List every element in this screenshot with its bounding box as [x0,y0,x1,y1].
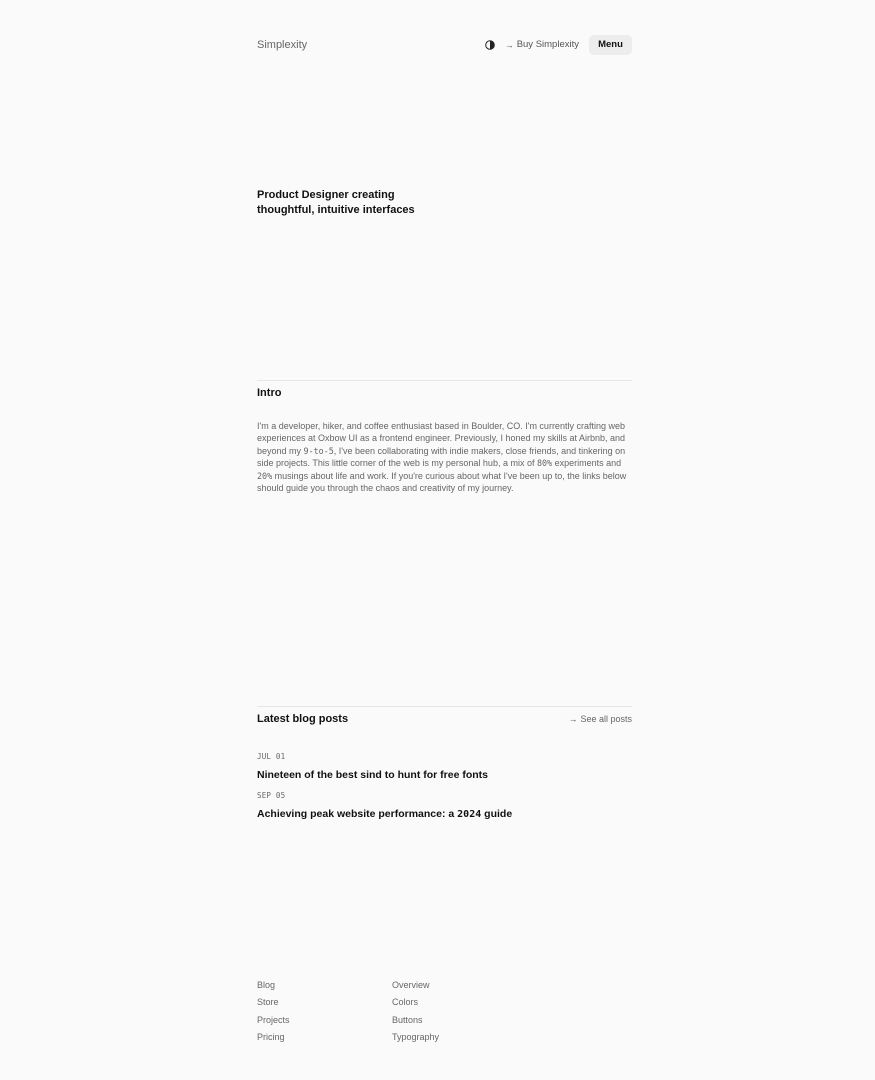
footer-link-colors[interactable]: Colors [392,997,419,1008]
header-actions [485,35,632,55]
intro-mono-1: 9-to-5 [303,445,334,456]
list-item [257,752,632,781]
intro-paragraph [257,420,632,494]
buy-simplexity-link[interactable] [505,39,579,50]
post-title-part: Achieving peak website performance: a [257,808,458,820]
post-title-part: guide [481,808,513,820]
site-header [257,34,632,55]
blog-heading: Latest blog posts [257,713,349,725]
arrow-right-icon: → [504,39,514,50]
intro-heading: Intro [257,387,282,399]
footer-link-projects[interactable]: Projects [257,1014,290,1025]
buy-link-label: Buy Simplexity [516,39,579,50]
post-date: SEP 05 [257,791,286,800]
post-title-year: 2024 [457,809,482,820]
footer-link-blog[interactable]: Blog [257,980,276,990]
footer-link-typography[interactable]: Typography [392,1031,440,1042]
list-item [257,791,632,820]
arrow-right-icon: → [568,714,578,724]
post-title-link[interactable]: Nineteen of the best sind to hunt for free fonts [257,769,488,781]
footer-link-buttons[interactable]: Buttons [392,1014,423,1025]
post-title-link[interactable] [257,808,632,820]
menu-button[interactable]: Menu [589,35,632,55]
post-date: JUL 01 [257,752,286,761]
intro-divider [257,380,632,381]
footer-column-2 [392,979,439,1048]
contrast-icon[interactable] [485,40,495,50]
hero-line-1: Product Designer creating [257,189,395,201]
see-all-label: See all posts [580,714,632,724]
intro-text-1: I'm a developer, hiker, and coffee enthusiast based in Boulder, CO. I'm currently crafting web experiences at Oxbow UI as a frontend engineer. Previously, I honed my skills at Airbnb, and beyond my [257,421,626,456]
footer-column-1 [257,979,290,1048]
brand-logo-text[interactable]: Simplexity [257,38,308,51]
footer-link-overview[interactable]: Overview [392,980,430,990]
intro-mono-2: 80% [536,458,553,469]
intro-mono-3: 20% [257,470,273,481]
intro-text-4: musings about life and work. If you're curious about what I've been up to, the links below should guide you through the chaos and creativity of my journey. [257,470,627,494]
hero-line-2: thoughtful, intuitive interfaces [257,204,415,216]
intro-text-3: experiments and [552,458,622,469]
intro-text-2: , I've been collaborating with indie makers, close friends, and tinkering on side projects. This little corner of the web is my personal hub, a mix of [257,445,626,469]
blog-divider [257,706,632,707]
see-all-posts-link[interactable] [568,714,632,724]
footer-link-store[interactable]: Store [257,997,279,1008]
footer-link-pricing[interactable]: Pricing [257,1031,285,1042]
hero-tagline [257,188,437,218]
blog-header [257,713,632,725]
